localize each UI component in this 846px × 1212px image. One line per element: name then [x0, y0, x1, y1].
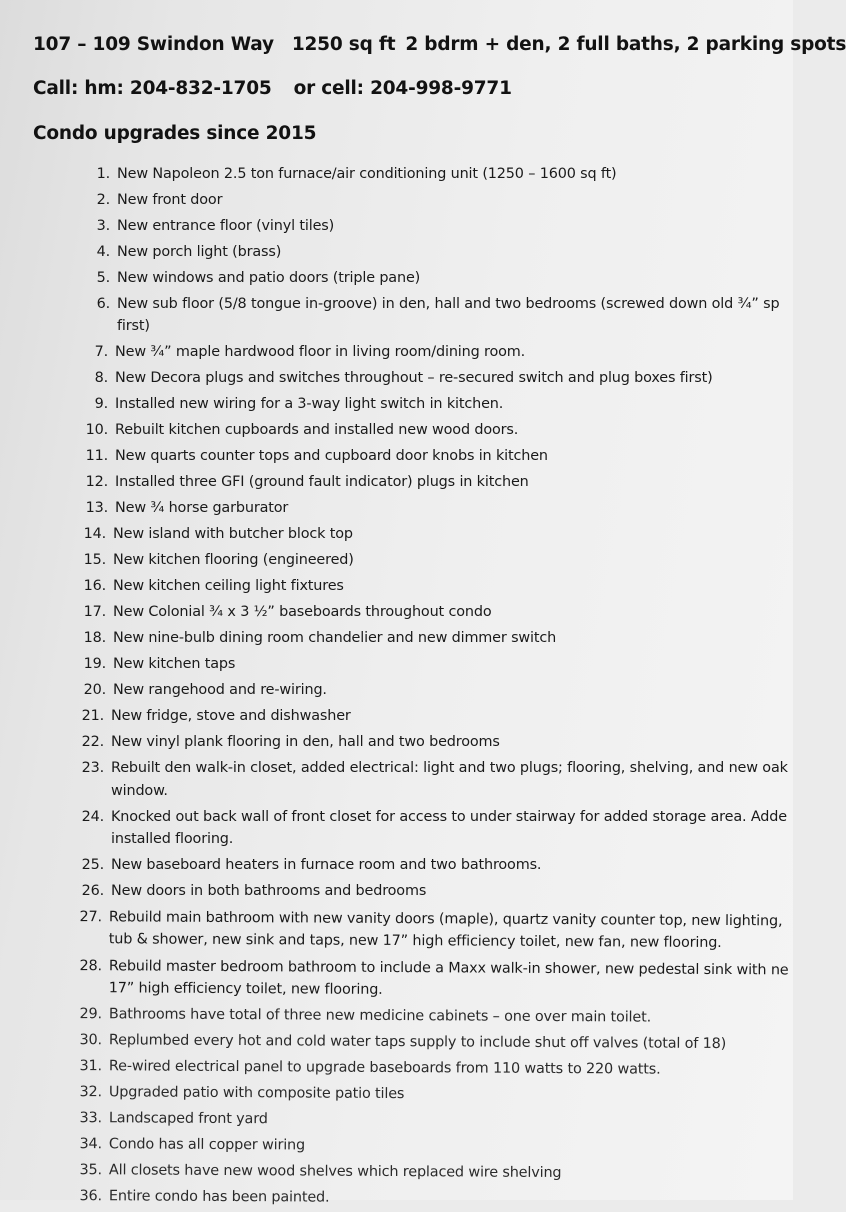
- item-text: Rebuilt den walk-in closet, added electrical: light and two plugs; flooring, shelving, and new oak window.: [111, 760, 788, 799]
- item-text: Rebuild main bathroom with new vanity doors (maple), quartz vanity counter top, new lighting, tub & shower, new sink and taps, new 17” high efficiency toilet, new fan, new flooring.: [108, 909, 783, 952]
- item-number: 19.: [83, 656, 106, 673]
- contact-line: [33, 78, 512, 99]
- list-item: [66, 1185, 806, 1212]
- list-item: [70, 523, 810, 545]
- item-text: New sub floor (5/8 tongue in-groove) in den, hall and two bedrooms (screwed down old ¾” sp first): [117, 296, 780, 335]
- item-text: New fridge, stove and dishwasher: [111, 708, 351, 725]
- item-text: New Napoleon 2.5 ton furnace/air conditioning unit (1250 – 1600 sq ft): [117, 166, 617, 182]
- item-text: Installed three GFI (ground fault indicator) plugs in kitchen: [115, 474, 529, 491]
- item-number: 22.: [81, 734, 104, 751]
- list-item: [68, 757, 808, 802]
- item-text: Installed new wiring for a 3-way light switch in kitchen.: [115, 396, 504, 413]
- list-item: [70, 679, 810, 701]
- item-number: 17.: [83, 604, 106, 621]
- item-number: 30.: [79, 1032, 102, 1049]
- list-item: [68, 880, 808, 902]
- item-text: Upgraded patio with composite patio tiles: [108, 1084, 405, 1103]
- item-text: New baseboard heaters in furnace room and two bathrooms.: [111, 857, 542, 874]
- item-text: New vinyl plank flooring in den, hall and two bedrooms: [111, 734, 500, 751]
- list-item: [74, 189, 814, 211]
- item-text: New ¾ horse garburator: [115, 500, 289, 517]
- list-item: [74, 163, 814, 185]
- item-number: 23.: [81, 760, 104, 777]
- item-number: 34.: [79, 1136, 102, 1153]
- item-text: Condo has all copper wiring: [108, 1136, 306, 1154]
- item-text: All closets have new wood shelves which replaced wire shelving: [108, 1162, 562, 1182]
- item-number: 31.: [79, 1058, 102, 1075]
- item-number: 29.: [79, 1006, 102, 1023]
- list-item: [66, 1055, 806, 1082]
- list-item: [70, 653, 810, 675]
- square-footage: 1250 sq ft: [291, 34, 396, 55]
- list-item: [66, 906, 806, 955]
- home-phone: hm: 204-832-1705: [84, 78, 272, 99]
- item-number: 28.: [79, 957, 102, 974]
- list-item: [70, 601, 810, 623]
- item-text: New rangehood and re-wiring.: [113, 682, 327, 699]
- list-item: [74, 215, 814, 237]
- item-text: New kitchen ceiling light fixtures: [113, 578, 344, 595]
- item-number: 12.: [85, 474, 108, 491]
- item-number: 14.: [83, 526, 106, 543]
- list-item: [66, 1159, 806, 1186]
- item-number: 2.: [96, 192, 110, 208]
- address: 107 – 109 Swindon Way: [33, 34, 274, 55]
- item-text: Re-wired electrical panel to upgrade baseboards from 110 watts to 220 watts.: [108, 1058, 661, 1078]
- list-item: [68, 806, 808, 851]
- item-text: Rebuild master bedroom bathroom to include a Maxx walk-in shower, new pedestal sink with ne 17” high efficiency toilet, new flooring.: [108, 957, 789, 998]
- list-item: [66, 1107, 806, 1134]
- item-number: 10.: [85, 422, 108, 439]
- item-text: New kitchen taps: [113, 656, 236, 673]
- listing-headline: [33, 34, 846, 55]
- item-text: Landscaped front yard: [108, 1110, 268, 1128]
- list-item: [72, 471, 812, 493]
- upgrade-list: [74, 163, 814, 1211]
- item-number: 6.: [96, 296, 110, 312]
- item-text: New nine-bulb dining room chandelier and new dimmer switch: [113, 630, 557, 647]
- item-number: 16.: [83, 578, 106, 595]
- item-text: New ¾” maple hardwood floor in living room/dining room.: [115, 344, 526, 361]
- item-text: Entire condo has been painted.: [108, 1188, 330, 1206]
- item-number: 20.: [83, 682, 106, 699]
- item-text: New island with butcher block top: [113, 526, 353, 543]
- list-item: [74, 293, 814, 338]
- item-number: 25.: [81, 857, 104, 874]
- item-text: New entrance floor (vinyl tiles): [117, 218, 335, 234]
- list-item: [66, 1081, 806, 1108]
- call-label: Call:: [33, 78, 79, 99]
- list-item: [74, 241, 814, 263]
- item-number: 1.: [96, 166, 110, 182]
- list-item: [66, 955, 806, 1004]
- item-text: Replumbed every hot and cold water taps supply to include shut off valves (total of 18): [108, 1032, 727, 1053]
- list-item: [70, 627, 810, 649]
- item-text: New Colonial ¾ x 3 ½” baseboards throughout condo: [113, 604, 492, 621]
- item-number: 32.: [79, 1084, 102, 1101]
- item-text: New front door: [117, 192, 223, 208]
- item-text: Knocked out back wall of front closet for access to under stairway for added storage area. Adde installed flooring.: [111, 808, 787, 848]
- item-number: 13.: [85, 500, 108, 517]
- list-item: [70, 549, 810, 571]
- cell-phone: or cell: 204-998-9771: [293, 78, 512, 99]
- item-text: Rebuilt kitchen cupboards and installed new wood doors.: [115, 422, 519, 439]
- item-text: New quarts counter tops and cupboard door knobs in kitchen: [115, 448, 548, 465]
- item-text: New porch light (brass): [117, 244, 282, 260]
- item-number: 5.: [96, 270, 110, 286]
- item-text: New kitchen flooring (engineered): [113, 552, 354, 569]
- item-number: 15.: [83, 552, 106, 569]
- item-number: 24.: [81, 808, 104, 825]
- item-number: 36.: [79, 1188, 102, 1205]
- item-number: 26.: [81, 883, 104, 900]
- list-item: [66, 1003, 806, 1030]
- item-number: 8.: [94, 370, 108, 387]
- item-number: 4.: [96, 244, 110, 260]
- item-number: 18.: [83, 630, 106, 647]
- room-summary: 2 bdrm + den, 2 full baths, 2 parking spots: [405, 34, 846, 55]
- item-number: 3.: [96, 218, 110, 234]
- list-item: [68, 854, 808, 876]
- list-item: [70, 575, 810, 597]
- list-item: [72, 419, 812, 441]
- item-number: 11.: [85, 448, 108, 465]
- item-number: 21.: [81, 708, 104, 725]
- item-number: 9.: [94, 396, 108, 413]
- list-item: [72, 341, 812, 363]
- item-number: 35.: [79, 1162, 102, 1179]
- item-text: New windows and patio doors (triple pane): [117, 270, 421, 286]
- list-item: [72, 445, 812, 467]
- item-text: New doors in both bathrooms and bedrooms: [111, 883, 427, 900]
- list-item: [72, 393, 812, 415]
- list-item: [66, 1029, 806, 1056]
- item-number: 27.: [79, 909, 102, 926]
- item-text: Bathrooms have total of three new medicine cabinets – one over main toilet.: [108, 1006, 652, 1026]
- item-number: 7.: [94, 344, 108, 361]
- item-number: 33.: [79, 1110, 102, 1127]
- item-text: New Decora plugs and switches throughout – re-secured switch and plug boxes first): [115, 370, 713, 387]
- list-item: [68, 731, 808, 753]
- list-item: [68, 705, 808, 727]
- list-item: [74, 267, 814, 289]
- list-item: [72, 497, 812, 519]
- list-item: [66, 1133, 806, 1160]
- list-item: [72, 367, 812, 389]
- section-title: Condo upgrades since 2015: [33, 123, 317, 144]
